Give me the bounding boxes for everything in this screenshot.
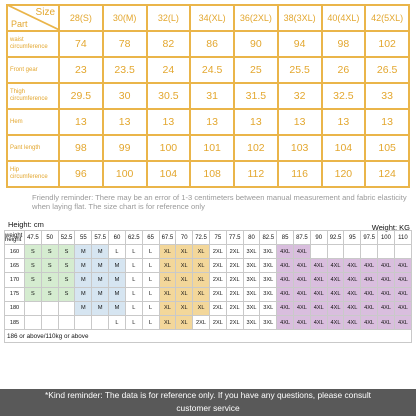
size-cell: L [142, 245, 159, 259]
weight-header: 97.5 [361, 231, 378, 245]
size-cell: S [58, 273, 75, 287]
size-cell: 4XL [394, 273, 411, 287]
weight-header: 52.5 [58, 231, 75, 245]
size-cell: 4XL [378, 301, 395, 315]
size-cell: 4XL [327, 315, 344, 329]
friendly-reminder: Friendly reminder: There may be an error of 1-3 centimeters between manual measurement and fabric elasticity when laying flat. The size chart is for reference only [32, 193, 407, 211]
size-cell: 3XL [260, 273, 277, 287]
measurement-value: 120 [322, 161, 366, 187]
size-cell: 4XL [361, 315, 378, 329]
part-label: Pant length [7, 135, 59, 161]
size-cell: M [75, 301, 92, 315]
measurement-value: 24 [147, 57, 191, 83]
measurement-value: 104 [322, 135, 366, 161]
measurement-value: 30 [103, 83, 147, 109]
size-cell: M [92, 245, 109, 259]
size-cell: 4XL [327, 287, 344, 301]
weight-header: 95 [344, 231, 361, 245]
measurement-value: 102 [365, 31, 409, 57]
weight-header: 57.5 [92, 231, 109, 245]
measurement-value: 31.5 [234, 83, 278, 109]
size-cell: 4XL [277, 259, 294, 273]
size-cell: 4XL [327, 301, 344, 315]
size-cell: 4XL [344, 287, 361, 301]
measurement-value: 31 [190, 83, 234, 109]
size-cell: 4XL [294, 273, 311, 287]
weight-header: 90 [310, 231, 327, 245]
weight-header: 85 [277, 231, 294, 245]
size-cell: L [142, 287, 159, 301]
size-cell: XL [159, 259, 176, 273]
size-cell: 3XL [243, 245, 260, 259]
measurement-row [7, 135, 409, 161]
size-cell: XL [159, 301, 176, 315]
part-label: Hem [7, 109, 59, 135]
height-unit-label: Height: cm [8, 220, 44, 229]
size-cell: M [92, 301, 109, 315]
size-cell: M [109, 273, 126, 287]
size-cell: S [41, 273, 58, 287]
measurement-value: 82 [147, 31, 191, 57]
height-row [5, 245, 412, 259]
size-cell: 4XL [394, 287, 411, 301]
size-cell: 4XL [394, 259, 411, 273]
size-cell: 4XL [361, 259, 378, 273]
size-cell: 4XL [327, 273, 344, 287]
measurement-value: 33 [365, 83, 409, 109]
size-cell [327, 245, 344, 259]
size-header: 32(L) [147, 5, 191, 31]
size-cell: 4XL [277, 245, 294, 259]
measurement-value: 26.5 [365, 57, 409, 83]
measurement-value: 26 [322, 57, 366, 83]
measurement-value: 98 [322, 31, 366, 57]
size-cell: L [142, 273, 159, 287]
measurement-value: 98 [59, 135, 103, 161]
size-cell: S [41, 259, 58, 273]
size-cell: S [58, 259, 75, 273]
size-cell: M [92, 287, 109, 301]
size-cell: 2XL [209, 315, 226, 329]
measurement-value: 124 [365, 161, 409, 187]
measurement-row [7, 83, 409, 109]
size-cell: 4XL [394, 315, 411, 329]
size-cell: 4XL [294, 259, 311, 273]
size-cell: M [109, 301, 126, 315]
size-cell: 4XL [378, 273, 395, 287]
size-cell: XL [193, 245, 210, 259]
grid-corner: weight height [5, 231, 25, 245]
size-cell: S [25, 287, 42, 301]
measurement-value: 100 [147, 135, 191, 161]
weight-header: 70 [176, 231, 193, 245]
measurement-value: 30.5 [147, 83, 191, 109]
size-header: 28(S) [59, 5, 103, 31]
size-cell: 3XL [243, 273, 260, 287]
measurement-row [7, 31, 409, 57]
size-cell: M [92, 273, 109, 287]
size-cell: L [142, 315, 159, 329]
size-cell: S [25, 245, 42, 259]
size-cell: XL [176, 245, 193, 259]
size-cell: 2XL [226, 315, 243, 329]
size-cell: L [109, 315, 126, 329]
kind-reminder-footer [0, 389, 416, 416]
measurement-value: 100 [103, 161, 147, 187]
part-label: Front gear [7, 57, 59, 83]
size-cell: L [125, 273, 142, 287]
measurement-value: 99 [103, 135, 147, 161]
size-cell [41, 301, 58, 315]
measurement-value: 13 [365, 109, 409, 135]
measurement-value: 32 [278, 83, 322, 109]
size-cell: 4XL [378, 315, 395, 329]
size-cell [394, 245, 411, 259]
measurement-value: 112 [234, 161, 278, 187]
size-cell: 3XL [243, 301, 260, 315]
size-cell: 4XL [294, 245, 311, 259]
measurement-value: 13 [322, 109, 366, 135]
size-cell: 4XL [277, 287, 294, 301]
footer-line-1: *Kind reminder: The data is for reference only. If you have any questions, please consult [44, 390, 372, 400]
size-cell: 4XL [310, 301, 327, 315]
size-cell: XL [159, 315, 176, 329]
size-cell: 4XL [294, 287, 311, 301]
size-cell: L [109, 245, 126, 259]
size-cell: 4XL [378, 287, 395, 301]
size-cell: 2XL [209, 287, 226, 301]
measurement-row [7, 161, 409, 187]
height-header: 175 [5, 287, 25, 301]
size-header: 38(3XL) [278, 5, 322, 31]
size-cell: S [58, 245, 75, 259]
size-cell: 4XL [310, 287, 327, 301]
weight-header: 47.5 [25, 231, 42, 245]
size-cell: L [142, 259, 159, 273]
size-cell: XL [176, 287, 193, 301]
measurement-value: 23 [59, 57, 103, 83]
measurement-value: 108 [190, 161, 234, 187]
size-cell: 4XL [394, 301, 411, 315]
size-header: 40(4XL) [322, 5, 366, 31]
part-label: Thigh circumference [7, 83, 59, 109]
size-cell: 4XL [378, 259, 395, 273]
measurement-value: 116 [278, 161, 322, 187]
weight-unit-label: Weight: KG [371, 223, 410, 232]
size-chart-table [6, 4, 410, 188]
size-cell: 2XL [226, 259, 243, 273]
size-recommendation-grid [4, 230, 412, 343]
measurement-value: 24.5 [190, 57, 234, 83]
part-label: Hip circumference [7, 161, 59, 187]
weight-header: 50 [41, 231, 58, 245]
measurement-value: 13 [59, 109, 103, 135]
table-corner [7, 5, 59, 31]
measurement-value: 32.5 [322, 83, 366, 109]
height-header: 165 [5, 259, 25, 273]
weight-header: 75 [209, 231, 226, 245]
height-row [5, 301, 412, 315]
size-cell: S [25, 273, 42, 287]
size-cell: XL [159, 245, 176, 259]
size-cell: 4XL [344, 259, 361, 273]
size-cell: L [125, 259, 142, 273]
size-header: 30(M) [103, 5, 147, 31]
size-cell: 3XL [260, 287, 277, 301]
size-cell: 4XL [294, 315, 311, 329]
size-cell: 4XL [294, 301, 311, 315]
weight-header: 65 [142, 231, 159, 245]
size-cell: 4XL [310, 259, 327, 273]
size-cell: M [75, 287, 92, 301]
size-cell: 2XL [209, 273, 226, 287]
measurement-value: 105 [365, 135, 409, 161]
size-cell: 2XL [193, 315, 210, 329]
measurement-value: 25.5 [278, 57, 322, 83]
measurement-value: 74 [59, 31, 103, 57]
height-header: 160 [5, 245, 25, 259]
size-cell: 4XL [310, 273, 327, 287]
size-cell: 3XL [243, 315, 260, 329]
size-cell: M [75, 273, 92, 287]
corner-part-label: Part [11, 19, 28, 29]
measurement-value: 13 [278, 109, 322, 135]
height-row [5, 259, 412, 273]
size-cell [58, 315, 75, 329]
size-cell: 3XL [243, 259, 260, 273]
size-cell [58, 301, 75, 315]
size-cell: XL [176, 315, 193, 329]
weight-header: 92.5 [327, 231, 344, 245]
measurement-value: 23.5 [103, 57, 147, 83]
size-cell: XL [176, 273, 193, 287]
weight-header: 55 [75, 231, 92, 245]
size-cell [361, 245, 378, 259]
size-cell: 4XL [344, 301, 361, 315]
weight-header: 77.5 [226, 231, 243, 245]
size-header: 42(5XL) [365, 5, 409, 31]
footer-line-2: customer service [176, 403, 240, 413]
weight-header: 80 [243, 231, 260, 245]
size-cell: 2XL [209, 301, 226, 315]
size-cell [25, 315, 42, 329]
size-cell: M [92, 259, 109, 273]
size-cell: 2XL [209, 245, 226, 259]
size-cell: L [125, 287, 142, 301]
size-cell: 2XL [226, 301, 243, 315]
weight-header: 67.5 [159, 231, 176, 245]
height-header: 170 [5, 273, 25, 287]
size-cell [378, 245, 395, 259]
size-cell: 3XL [260, 301, 277, 315]
size-cell: XL [193, 259, 210, 273]
size-cell: S [41, 287, 58, 301]
height-header: 185 [5, 315, 25, 329]
measurement-value: 103 [278, 135, 322, 161]
size-cell: 4XL [344, 315, 361, 329]
size-cell: M [75, 259, 92, 273]
size-cell: 4XL [277, 315, 294, 329]
weight-header: 60 [109, 231, 126, 245]
height-row [5, 287, 412, 301]
measurement-value: 13 [103, 109, 147, 135]
size-cell: XL [193, 287, 210, 301]
size-cell: 2XL [209, 259, 226, 273]
size-header: 34(XL) [190, 5, 234, 31]
size-cell: 4XL [344, 273, 361, 287]
measurement-value: 13 [234, 109, 278, 135]
measurement-value: 96 [59, 161, 103, 187]
size-cell: 3XL [243, 287, 260, 301]
measurement-value: 90 [234, 31, 278, 57]
size-cell: XL [193, 273, 210, 287]
height-row [5, 315, 412, 329]
size-cell: XL [176, 301, 193, 315]
measurement-value: 101 [190, 135, 234, 161]
weight-header: 100 [378, 231, 395, 245]
size-cell: XL [176, 259, 193, 273]
size-cell: 2XL [226, 287, 243, 301]
weight-header: 72.5 [193, 231, 210, 245]
measurement-row [7, 57, 409, 83]
measurement-value: 13 [147, 109, 191, 135]
size-cell [41, 315, 58, 329]
size-cell: 4XL [277, 301, 294, 315]
weight-header: 82.5 [260, 231, 277, 245]
measurement-value: 29.5 [59, 83, 103, 109]
size-cell: 4XL [361, 287, 378, 301]
size-cell: 4XL [361, 273, 378, 287]
weight-header: 110 [394, 231, 411, 245]
size-cell: M [109, 259, 126, 273]
measurement-value: 102 [234, 135, 278, 161]
size-cell: XL [159, 273, 176, 287]
size-cell [92, 315, 109, 329]
size-cell: M [75, 245, 92, 259]
size-cell: S [41, 245, 58, 259]
height-header: 180 [5, 301, 25, 315]
measurement-value: 78 [103, 31, 147, 57]
measurement-row [7, 109, 409, 135]
size-cell: S [25, 259, 42, 273]
size-cell: L [125, 245, 142, 259]
measurement-value: 13 [190, 109, 234, 135]
size-cell: L [125, 315, 142, 329]
size-cell: 2XL [226, 273, 243, 287]
size-cell: 4XL [310, 315, 327, 329]
measurement-value: 94 [278, 31, 322, 57]
size-cell [75, 315, 92, 329]
weight-header: 62.5 [125, 231, 142, 245]
size-cell [25, 301, 42, 315]
size-cell [310, 245, 327, 259]
height-row [5, 273, 412, 287]
measurement-value: 25 [234, 57, 278, 83]
size-cell: M [109, 287, 126, 301]
size-cell: L [142, 301, 159, 315]
grid-note: 186 or above/110kg or above [5, 330, 412, 343]
size-cell: S [58, 287, 75, 301]
measurement-value: 86 [190, 31, 234, 57]
size-cell: 4XL [277, 273, 294, 287]
measurement-value: 104 [147, 161, 191, 187]
size-cell: XL [193, 301, 210, 315]
size-cell: 3XL [260, 259, 277, 273]
size-cell [344, 245, 361, 259]
size-cell: 4XL [327, 259, 344, 273]
size-cell: L [125, 301, 142, 315]
size-cell: 3XL [260, 245, 277, 259]
size-cell: 3XL [260, 315, 277, 329]
part-label: waist circumference [7, 31, 59, 57]
size-cell: XL [159, 287, 176, 301]
corner-size-label: Size [35, 7, 55, 18]
weight-header: 87.5 [294, 231, 311, 245]
size-cell: 2XL [226, 245, 243, 259]
size-cell: 4XL [361, 301, 378, 315]
size-header: 36(2XL) [234, 5, 278, 31]
